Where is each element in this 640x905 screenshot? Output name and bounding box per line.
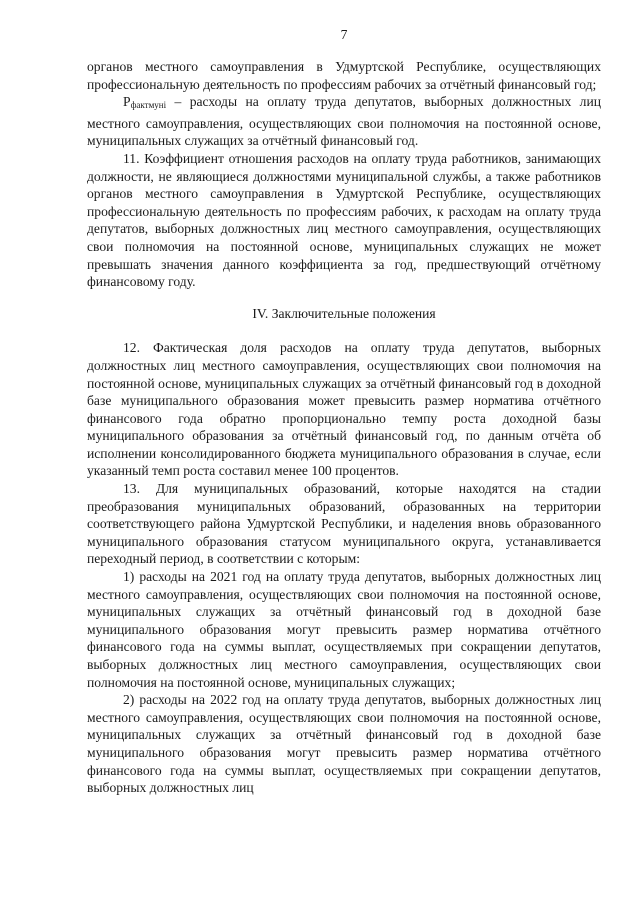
page-number: 7 [340,27,348,42]
paragraph-subitem-2: 2) расходы на 2022 год на оплату труда депутатов, выборных должностных лиц местного самоуправления, осуществляющих свои полномочия на постоянной основе, муниципальных служащих за отчётный финансовый год в доходной базе муниципального образования могут превысить размер норматива отчётного финансового года на суммы выплат, осуществляемых при сокращении депутатов, выборных должностных лиц [87,692,601,796]
formula-symbol: Р [123,94,131,110]
section-title: IV. Заключительные положения [252,305,436,321]
document-page [87,26,601,797]
paragraph-item-11: 11. Коэффициент отношения расходов на оплату труда работников, занимающих должности, не являющиеся должностями муниципальной службы, а также работников органов местного самоуправления в Удмуртской Республике, осуществляющих профессиональную деятельность по профессиям рабочих, к расходам на оплату труда депутатов, выборных должностных лиц местного самоуправления, осуществляющих свои полномочия на постоянной основе, муниципальных служащих не может превышать значения данного коэффициента за год, предшествующий отчётному финансовому году. [87,150,601,290]
paragraph-item-12: 12. Фактическая доля расходов на оплату труда депутатов, выборных должностных лиц местного самоуправления, осуществляющих свои полномочия на постоянной основе, муниципальных служащих за отчётный финансовый год в доходной базе муниципального образования может превысить размер норматива отчётного финансового года обратно пропорционально темпу роста доходной базы муниципального образования за отчётный финансовый год, по данным отчёта об исполнении консолидированного бюджета муниципального образования в случае, если указанный темп роста составил менее 100 процентов. [87,340,601,479]
paragraph-item-13: 13. Для муниципальных образований, которые находятся на стадии преобразования муниципальных образований, образованных на территории соответствующего района Удмуртской Республики, и наделения вновь образованного муниципального образования статусом муниципального округа, устанавливается переходный период, в соответствии с которым: [87,481,601,567]
definition-text: – расходы на оплату труда депутатов, выборных должностных лиц местного самоуправления, осуществляющих свои полномочия на постоянной основе, муниципальных служащих за отчётный финансовый год. [87,94,601,149]
paragraph-continuation: органов местного самоуправления в Удмуртской Республике, осуществляющих профессиональную деятельность по профессиям рабочих за отчётный финансовый год; [87,59,601,92]
paragraph-subitem-1: 1) расходы на 2021 год на оплату труда депутатов, выборных должностных лиц местного самоуправления, осуществляющих свои полномочия на постоянной основе, муниципальных служащих за отчётный финансовый год в доходной базе муниципального образования могут превысить размер норматива отчётного финансового года на суммы выплат, осуществляемых при сокращении депутатов, выборных должностных лиц местного самоуправления, осуществляющих свои полномочия на постоянной основе, муниципальных служащих; [87,569,601,690]
formula-subscript: фактмуні [130,100,167,111]
paragraph-definition [87,93,601,150]
